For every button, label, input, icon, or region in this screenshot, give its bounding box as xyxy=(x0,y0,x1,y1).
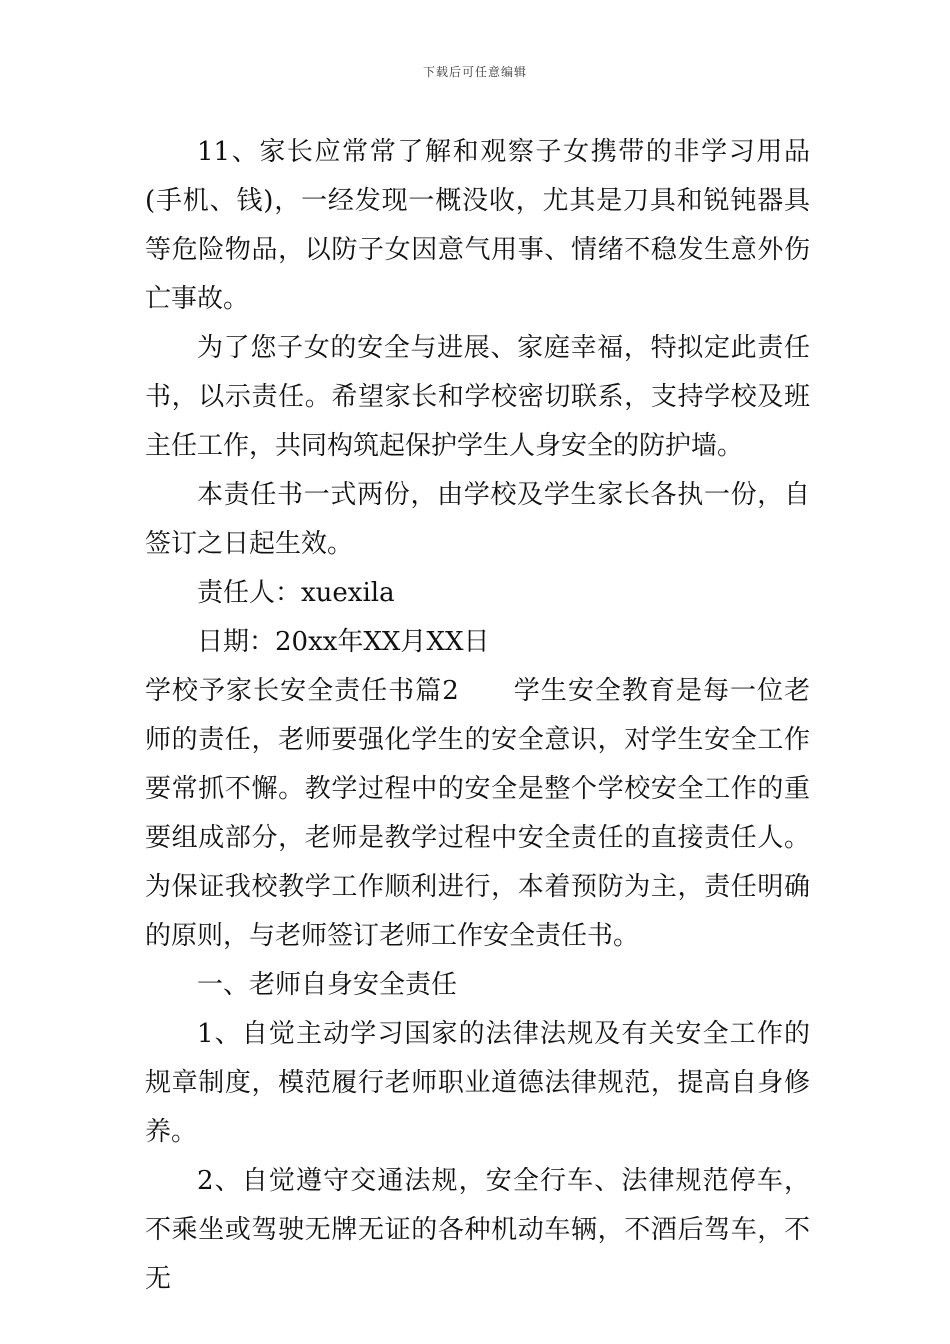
paragraph-copies: 本责任书一式两份，由学校及学生家长各执一份，自签订之日起生效。 xyxy=(145,480,810,559)
paragraph-teacher-item-1: 1、自觉主动学习国家的法律法规及有关安全工作的规章制度，模范履行老师职业道德法律规范，提高自身修养。 xyxy=(145,1019,810,1147)
paragraph-section-2-intro: 学校予家长安全责任书篇2 学生安全教育是每一位老师的责任，老师要强化学生的安全意识，对学生安全工作要常抓不懈。教学过程中的安全是整个学校安全工作的重要组成部分，老师是教学过程中安全责任的直接责任人。为保证我校教学工作顺利进行，本着预防为主，责任明确的原则，与老师签订老师工作安全责任书。 xyxy=(145,676,810,951)
paragraph-parent-item-11: 11、家长应常常了解和观察子女携带的非学习用品(手机、钱)，一经发现一概没收，尤其是刀具和锐钝器具等危险物品，以防子女因意气用事、情绪不稳发生意外伤亡事故。 xyxy=(145,137,810,314)
page-header: 下载后可任意编辑 xyxy=(422,65,527,79)
paragraph-purpose: 为了您子女的安全与进展、家庭幸福，特拟定此责任书，以示责任。希望家长和学校密切联系，支持学校及班主任工作，共同构筑起保护学生人身安全的防护墙。 xyxy=(145,333,810,461)
document-body xyxy=(145,128,810,1304)
paragraph-teacher-item-2: 2、自觉遵守交通法规，安全行车、法律规范停车，不乘坐或驾驶无牌无证的各种机动车辆，不酒后驾车，不无 xyxy=(145,1166,810,1294)
date-line: 日期：20xx年XX月XX日 xyxy=(197,627,490,657)
responsible-person: 责任人：xuexila xyxy=(197,578,395,608)
section-heading-teacher-safety: 一、老师自身安全责任 xyxy=(197,970,458,1000)
